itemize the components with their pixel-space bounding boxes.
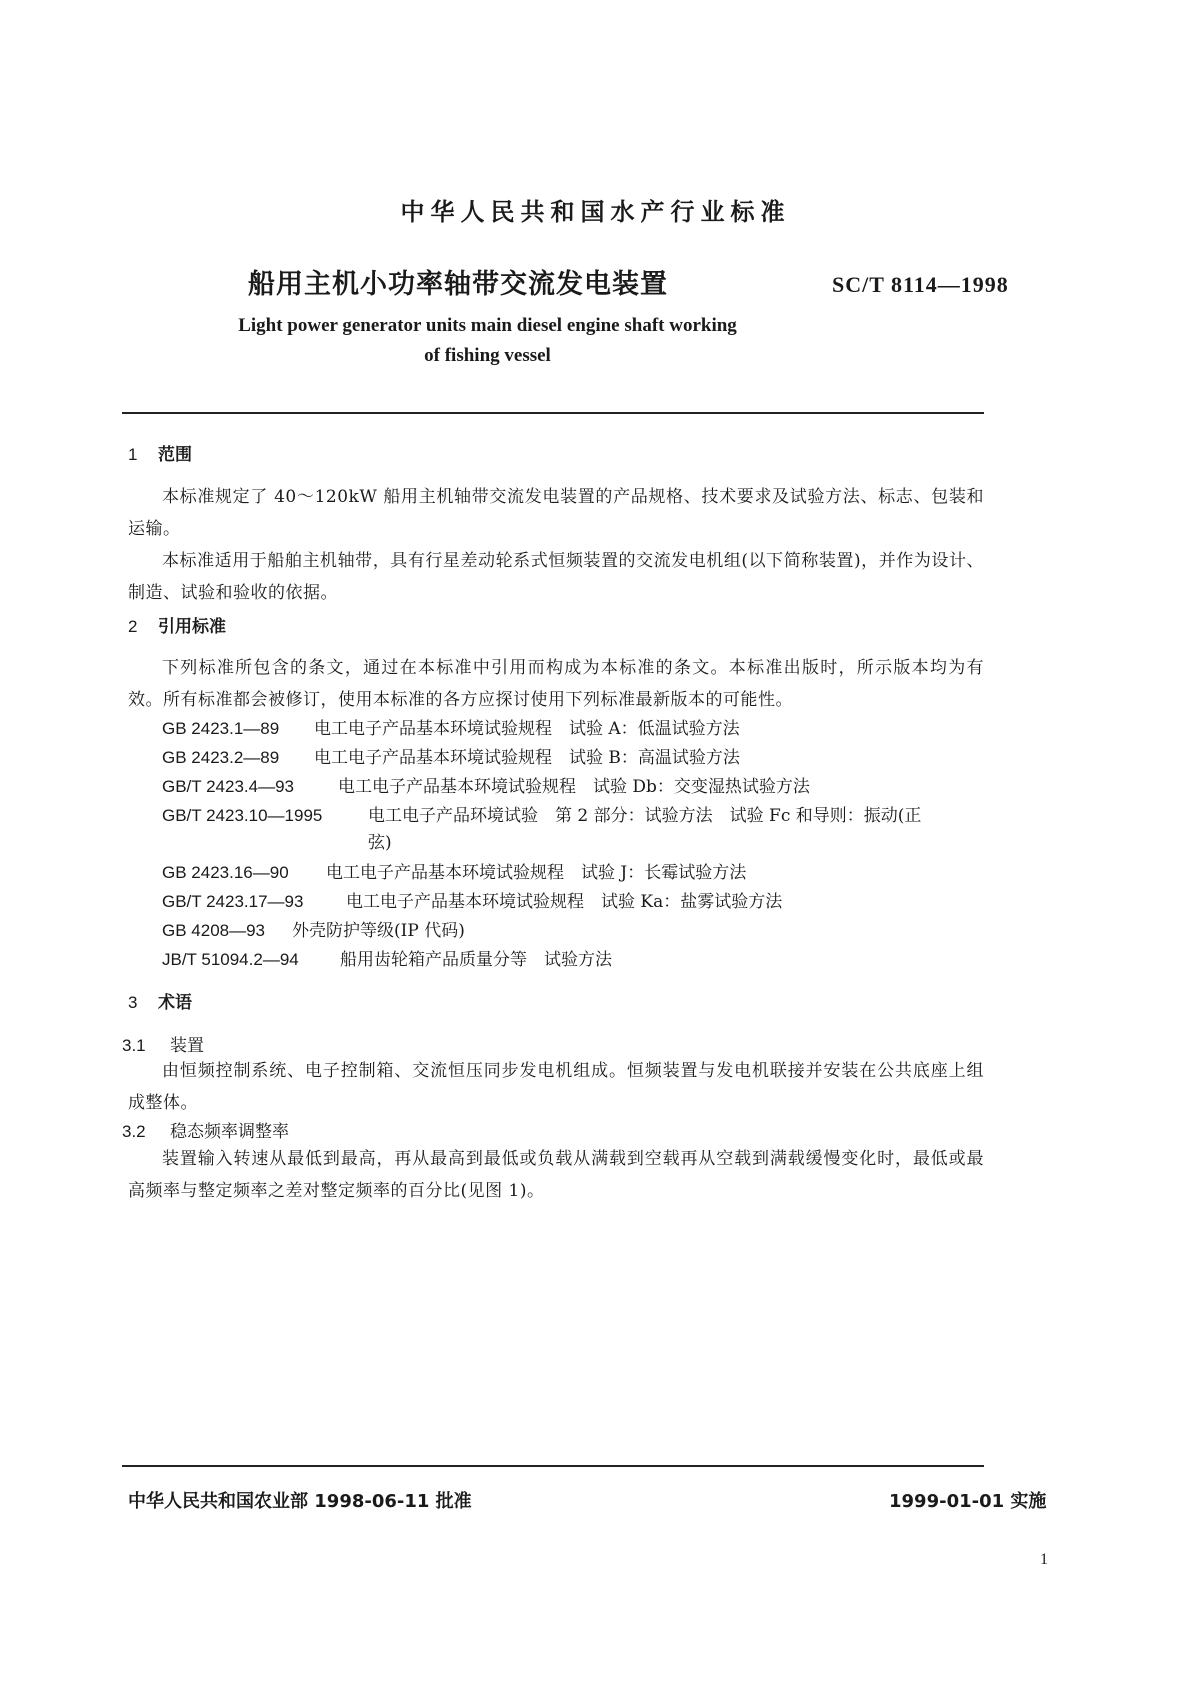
subsection-3-2-heading [122,1117,289,1142]
reference-code: JB/T 51094.2—94 [162,950,299,969]
reference-code: GB 2423.16—90 [162,863,289,882]
reference-code: GB/T 2423.17—93 [162,892,304,911]
section-1-number: 1 [128,445,138,464]
header-divider [122,412,984,414]
subsection-3-2-number: 3.2 [122,1122,146,1141]
reference-title-continuation: 弦) [368,833,392,853]
section-2-heading [128,612,226,637]
reference-code: GB/T 2423.10—1995 [162,806,323,825]
page-number: 1 [1040,1551,1048,1568]
reference-code: GB 4208—93 [162,921,266,940]
reference-title: 外壳防护等级(IP 代码) [292,921,465,941]
reference-item [162,801,921,826]
reference-item [162,714,740,739]
subsection-3-1-title: 装置 [170,1036,204,1056]
section-3-title: 术语 [158,993,192,1013]
section-1-paragraph-1: 本标准规定了 40～120kW 船用主机轴带交流发电装置的产品规格、技术要求及试验方法、标志、包装和运输。 [128,487,984,539]
reference-item [162,743,740,768]
document-title-en-line2: of fishing vessel [424,345,551,366]
effective-date-line: 1999-01-01 实施 [889,1491,1047,1512]
footer-divider [122,1465,984,1467]
section-2-title: 引用标准 [158,617,226,637]
document-title-en-line1: Light power generator units main diesel engine shaft working [238,315,737,336]
reference-item [162,916,465,941]
reference-item [162,945,612,970]
approval-line: 中华人民共和国农业部 1998-06-11 批准 [128,1491,472,1512]
issuing-body-heading: 中华人民共和国水产行业标准 [400,198,791,226]
standard-code: SC/T 8114—1998 [832,272,1009,297]
reference-code: GB/T 2423.4—93 [162,777,294,796]
reference-title: 电工电子产品基本环境试验规程 试验 J：长霉试验方法 [326,863,747,883]
section-3-heading [128,988,192,1013]
subsection-3-2-title: 稳态频率调整率 [170,1122,289,1142]
reference-item [162,887,782,912]
reference-title: 电工电子产品基本环境试验规程 试验 Ka：盐雾试验方法 [346,892,783,912]
section-2-paragraph: 下列标准所包含的条文，通过在本标准中引用而构成为本标准的条文。本标准出版时，所示版本均为有效。所有标准都会被修订，使用本标准的各方应探讨使用下列标准最新版本的可能性。 [128,658,984,710]
reference-title: 电工电子产品环境试验 第 2 部分：试验方法 试验 Fc 和导则：振动(正 [368,806,922,826]
section-3-number: 3 [128,993,138,1012]
subsection-3-1-number: 3.1 [122,1036,146,1055]
reference-code: GB 2423.2—89 [162,748,280,767]
reference-code: GB 2423.1—89 [162,719,280,738]
reference-item [162,772,810,797]
reference-title: 船用齿轮箱产品质量分等 试验方法 [340,950,612,970]
reference-title: 电工电子产品基本环境试验规程 试验 B：高温试验方法 [314,748,740,768]
section-1-heading [128,440,192,465]
reference-title: 电工电子产品基本环境试验规程 试验 A：低温试验方法 [314,719,740,739]
section-1-paragraph-2: 本标准适用于船舶主机轴带，具有行星差动轮系式恒频装置的交流发电机组(以下简称装置)，并作为设计、制造、试验和验收的依据。 [128,551,984,603]
subsection-3-1-text: 由恒频控制系统、电子控制箱、交流恒压同步发电机组成。恒频装置与发电机联接并安装在公共底座上组成整体。 [128,1061,984,1113]
document-title-cn: 船用主机小功率轴带交流发电装置 [248,269,668,300]
subsection-3-2-text: 装置输入转速从最低到最高，再从最高到最低或负载从满载到空载再从空载到满载缓慢变化时，最低或最高频率与整定频率之差对整定频率的百分比(见图 1)。 [128,1149,984,1201]
section-2-number: 2 [128,617,138,636]
section-1-title: 范围 [158,445,192,465]
reference-item [162,858,746,883]
subsection-3-1-heading [122,1031,204,1056]
reference-title: 电工电子产品基本环境试验规程 试验 Db：交变湿热试验方法 [338,777,810,797]
